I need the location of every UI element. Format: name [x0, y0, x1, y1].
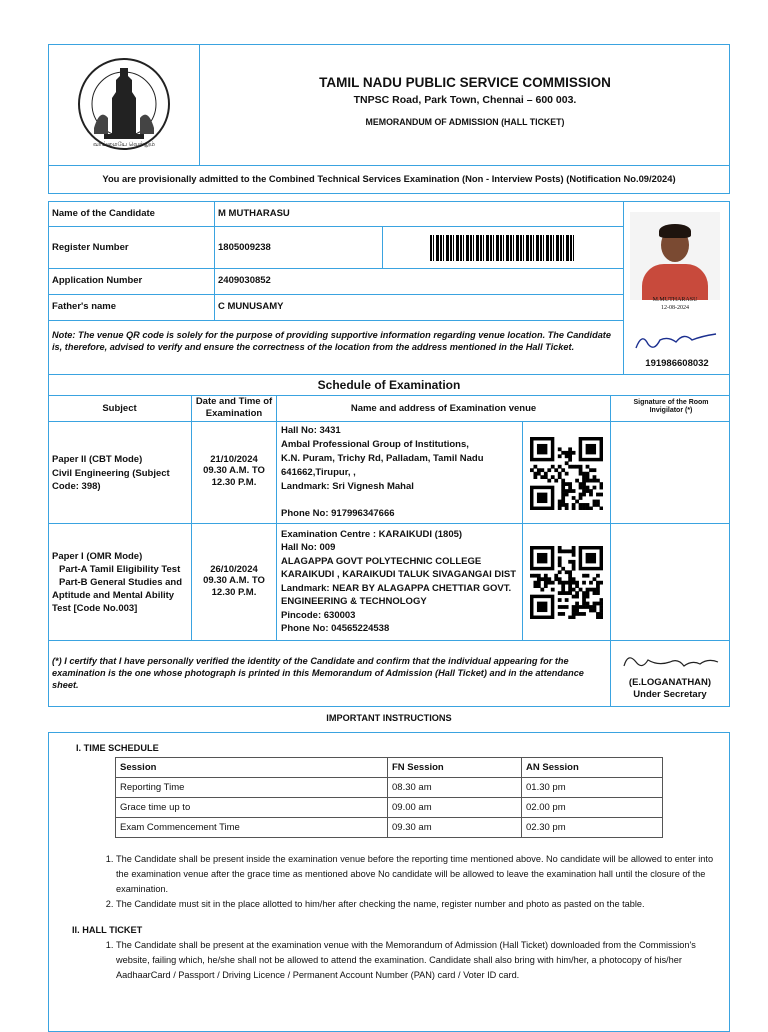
- r1-date: 21/10/2024: [210, 454, 258, 465]
- r2-subject2: Part-A Tamil Eligibility Test: [59, 564, 181, 575]
- sess-r1c0: Grace time up to: [116, 798, 388, 818]
- sec-time-schedule: I. TIME SCHEDULE: [76, 743, 159, 753]
- org-address: TNPSC Road, Park Town, Chennai – 600 003.: [353, 94, 577, 106]
- app-label: Application Number: [52, 275, 143, 286]
- reg-label: Register Number: [52, 242, 129, 253]
- photo-name: M.MUTHARASU: [652, 297, 698, 303]
- r1-landmark: Landmark: Sri Vignesh Mahal: [281, 481, 414, 492]
- r1-time: 09.30 A.M. TO 12.30 P.M.: [203, 465, 265, 488]
- father-name: C MUNUSAMY: [218, 301, 284, 312]
- r1-v1: Ambal Professional Group of Institutions,: [281, 439, 469, 450]
- col-venue: Name and address of Examination venue: [350, 403, 537, 414]
- r1-v2: K.N. Puram, Trichy Rd, Palladam, Tamil Nadu: [281, 453, 484, 464]
- barcode: [430, 235, 576, 261]
- sess-r0c1: 08.30 am: [388, 778, 522, 798]
- sess-r2c0: Exam Commencement Time: [116, 818, 388, 838]
- instruction-1: 1. The Candidate shall be present inside the examination venue before the reporting time mentioned above. No candidate will be allowed to enter into the examination venue after the grace time as mentioned above No candidate will be allowed to leave the examination hall until the closure of the examination.: [116, 852, 726, 897]
- register-number: 1805009238: [218, 242, 271, 253]
- sess-h2: AN Session: [522, 758, 663, 778]
- sess-r1c2: 02.00 pm: [522, 798, 663, 818]
- photo-date: 12-08-2024: [661, 305, 689, 311]
- sess-h0: Session: [116, 758, 388, 778]
- candidate-photo: [630, 212, 720, 300]
- father-label: Father's name: [52, 301, 117, 312]
- r2-v2: KARAIKUDI , KARAIKUDI TALUK SIVAGANGAI DIST: [281, 569, 517, 580]
- r2-date: 26/10/2024: [210, 564, 258, 575]
- secretary-title: Under Secretary: [633, 689, 707, 700]
- r2-hall: Hall No: 009: [281, 542, 336, 553]
- col-sign: Signature of the Room Invigilator (*): [633, 399, 709, 414]
- r1-hall: Hall No: 3431: [281, 425, 341, 436]
- r2-subject3: Part-B General Studies and Aptitude and Mental Ability Test [Code No.003]: [52, 577, 183, 614]
- instruction-3: 1. The Candidate shall be present at the examination venue with the Memorandum of Admission (Hall Ticket) downloaded from the Commission's website, failing which, he/she shall not be allowed to attend the examination. Candidate shall also bring with him/her, a photocopy of his/her AadhaarCard / Passport / Driving Licence / Permanent Account Number (PAN) card / Voter ID card.: [116, 938, 726, 983]
- candidate-signature: [632, 326, 720, 354]
- r2-time: 09.30 A.M. TO 12.30 P.M.: [203, 575, 265, 598]
- r2-v3: Landmark: NEAR BY ALAGAPPA CHETTIAR GOVT. ENGINEERING & TECHNOLOGY: [281, 583, 512, 607]
- instructions-title: IMPORTANT INSTRUCTIONS: [326, 713, 452, 723]
- r1-v3: 641662,Tirupur, ,: [281, 467, 356, 478]
- sess-h1: FN Session: [388, 758, 522, 778]
- logo-motto: வாய்மையே வெல்லும்: [92, 142, 155, 148]
- col-date: Date and Time of Examination: [195, 396, 273, 419]
- r1-subject2: Civil Engineering (Subject Code: 398): [52, 468, 170, 492]
- r2-pincode: Pincode: 630003: [281, 610, 356, 621]
- sign-number: 191986608032: [645, 358, 709, 369]
- schedule-title: Schedule of Examination: [317, 378, 461, 392]
- sess-r0c0: Reporting Time: [116, 778, 388, 798]
- sess-r2c2: 02.30 pm: [522, 818, 663, 838]
- r2-subject1: Paper I (OMR Mode): [52, 551, 143, 562]
- col-subject: Subject: [102, 403, 137, 414]
- admit-line: You are provisionally admitted to the Combined Technical Services Examination (Non - Interview Posts) (Notification No.09/2024): [102, 173, 676, 184]
- org-title: TAMIL NADU PUBLIC SERVICE COMMISSION: [319, 75, 611, 90]
- venue1-qr-code: [530, 437, 603, 510]
- tnpsc-logo: [64, 58, 184, 154]
- venue-note: Note: The venue QR code is solely for the purpose of providing supportive information regarding venue location. The Candidate is, therefore, advised to verify and ensure the correctness of the location from the address mentioned in the Hall Ticket.: [52, 330, 611, 352]
- time-instructions-list: [100, 852, 726, 912]
- secretary-name: (E.LOGANATHAN): [628, 677, 712, 688]
- application-number: 2409030852: [218, 275, 271, 286]
- venue2-qr-code: [530, 546, 603, 619]
- r1-phone: Phone No: 917996347666: [281, 508, 395, 519]
- candidate-name: M MUTHARASU: [218, 208, 290, 219]
- instruction-2: 2. The Candidate must sit in the place allotted to him/her after checking the name, register number and photo as pasted on the table.: [116, 897, 726, 912]
- r1-subject1: Paper II (CBT Mode): [52, 454, 143, 465]
- r2-centre: Examination Centre : KARAIKUDI (1805): [281, 529, 463, 540]
- r2-v1: ALAGAPPA GOVT POLYTECHNIC COLLEGE: [281, 556, 482, 567]
- name-label: Name of the Candidate: [52, 208, 155, 219]
- certify-text: (*) I certify that I have personally verified the identity of the Candidate and confirm that the individual appearing for the examination is the one whose photograph is printed in this Memorandum of Admission (Hall Ticket) and in the attendance sheet.: [52, 656, 584, 690]
- r2-phone: Phone No: 04565224538: [281, 623, 390, 634]
- sess-r2c1: 09.30 am: [388, 818, 522, 838]
- doc-title: MEMORANDUM OF ADMISSION (HALL TICKET): [365, 117, 565, 127]
- sess-r0c2: 01.30 pm: [522, 778, 663, 798]
- hall-ticket-instructions-list: [100, 938, 726, 983]
- session-table: [115, 757, 663, 838]
- sess-r1c1: 09.00 am: [388, 798, 522, 818]
- secretary-signature: [618, 648, 726, 676]
- sec-hall-ticket: II. HALL TICKET: [72, 925, 143, 935]
